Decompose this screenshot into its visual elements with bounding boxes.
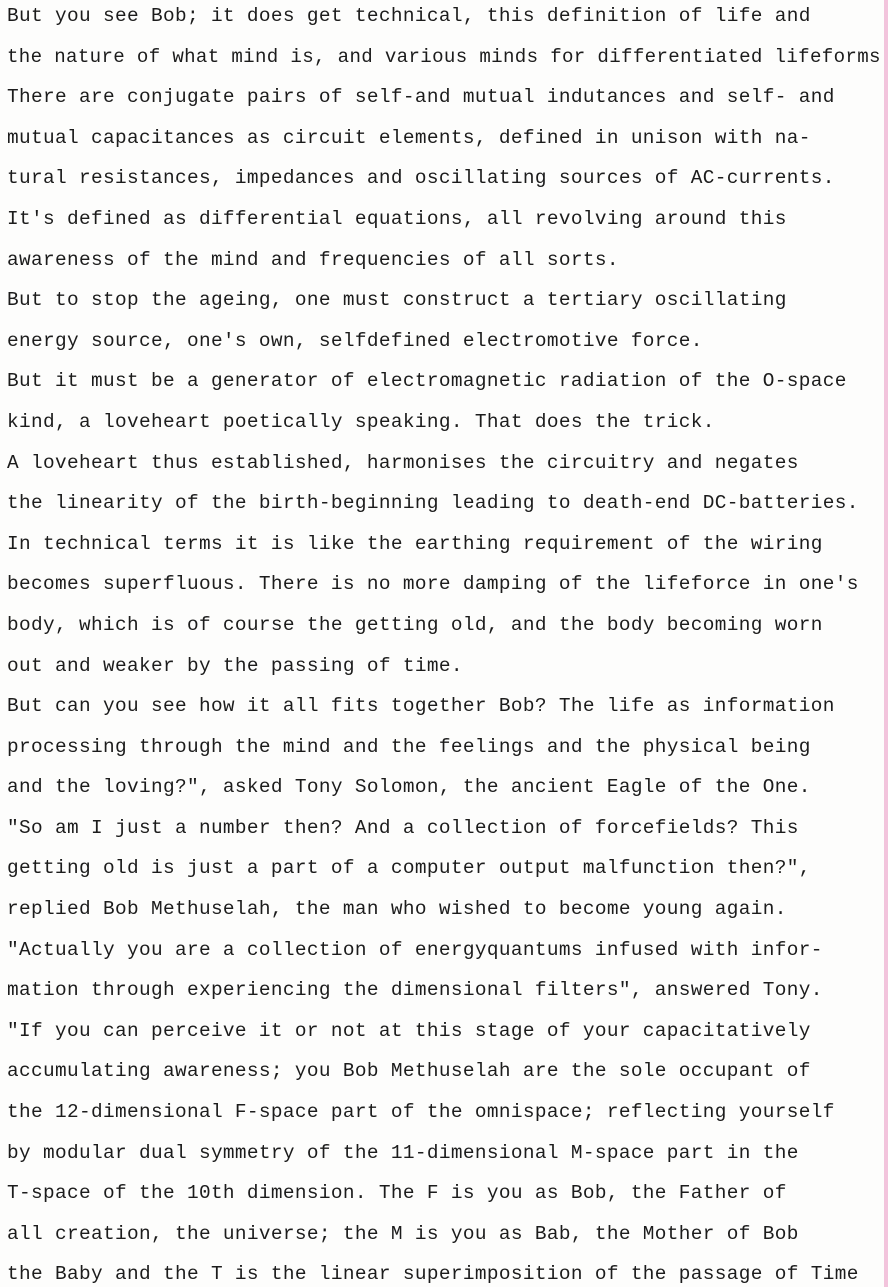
text-line: and the loving?", asked Tony Solomon, the ancient Eagle of the One. (7, 776, 811, 799)
text-line: out and weaker by the passing of time. (7, 654, 463, 677)
text-line: But can you see how it all fits together Bob? The life as information (7, 695, 835, 718)
text-line: kind, a loveheart poetically speaking. That does the trick. (7, 410, 715, 433)
text-line: But you see Bob; it does get technical, this definition of life and (7, 5, 811, 27)
text-line: There are conjugate pairs of self-and mutual indutances and self- and (7, 86, 835, 109)
text-line: T-space of the 10th dimension. The F is you as Bob, the Father of (7, 1182, 787, 1205)
text-line: It's defined as differential equations, all revolving around this (7, 207, 787, 230)
text-line: the 12-dimensional F-space part of the omnispace; reflecting yourself (7, 1101, 835, 1124)
text-line: body, which is of course the getting old, and the body becoming worn (7, 613, 823, 636)
text-line: But it must be a generator of electromagnetic radiation of the O-space (7, 370, 847, 393)
text-line: the nature of what mind is, and various minds for differentiated lifeforms (7, 45, 881, 68)
text-line: processing through the mind and the feelings and the physical being (7, 735, 811, 758)
text-line: In technical terms it is like the earthing requirement of the wiring (7, 532, 823, 555)
text-line: the linearity of the birth-beginning leading to death-end DC-batteries. (7, 492, 859, 515)
text-line: accumulating awareness; you Bob Methuselah are the sole occupant of (7, 1060, 811, 1083)
text-line: mation through experiencing the dimensional filters", answered Tony. (7, 979, 823, 1002)
page-text-block (7, 0, 885, 1287)
text-line: awareness of the mind and frequencies of all sorts. (7, 248, 619, 271)
text-line: mutual capacitances as circuit elements, defined in unison with na- (7, 126, 811, 149)
text-line: the Baby and the T is the linear superimposition of the passage of Time (7, 1263, 859, 1286)
text-line: tural resistances, impedances and oscillating sources of AC-currents. (7, 167, 835, 190)
text-line: "If you can perceive it or not at this stage of your capacitatively (7, 1019, 811, 1042)
text-line: "So am I just a number then? And a collection of forcefields? This (7, 816, 799, 839)
text-line: energy source, one's own, selfdefined electromotive force. (7, 329, 703, 352)
text-line: "Actually you are a collection of energyquantums infused with infor- (7, 938, 823, 961)
text-line: by modular dual symmetry of the 11-dimensional M-space part in the (7, 1141, 799, 1164)
text-line: replied Bob Methuselah, the man who wished to become young again. (7, 898, 787, 921)
text-line: getting old is just a part of a computer output malfunction then?", (7, 857, 811, 880)
text-line: becomes superfluous. There is no more damping of the lifeforce in one's (7, 573, 859, 596)
text-line: A loveheart thus established, harmonises the circuitry and negates (7, 451, 799, 474)
text-line: all creation, the universe; the M is you as Bab, the Mother of Bob (7, 1222, 799, 1245)
text-line: But to stop the ageing, one must construct a tertiary oscillating (7, 289, 787, 312)
